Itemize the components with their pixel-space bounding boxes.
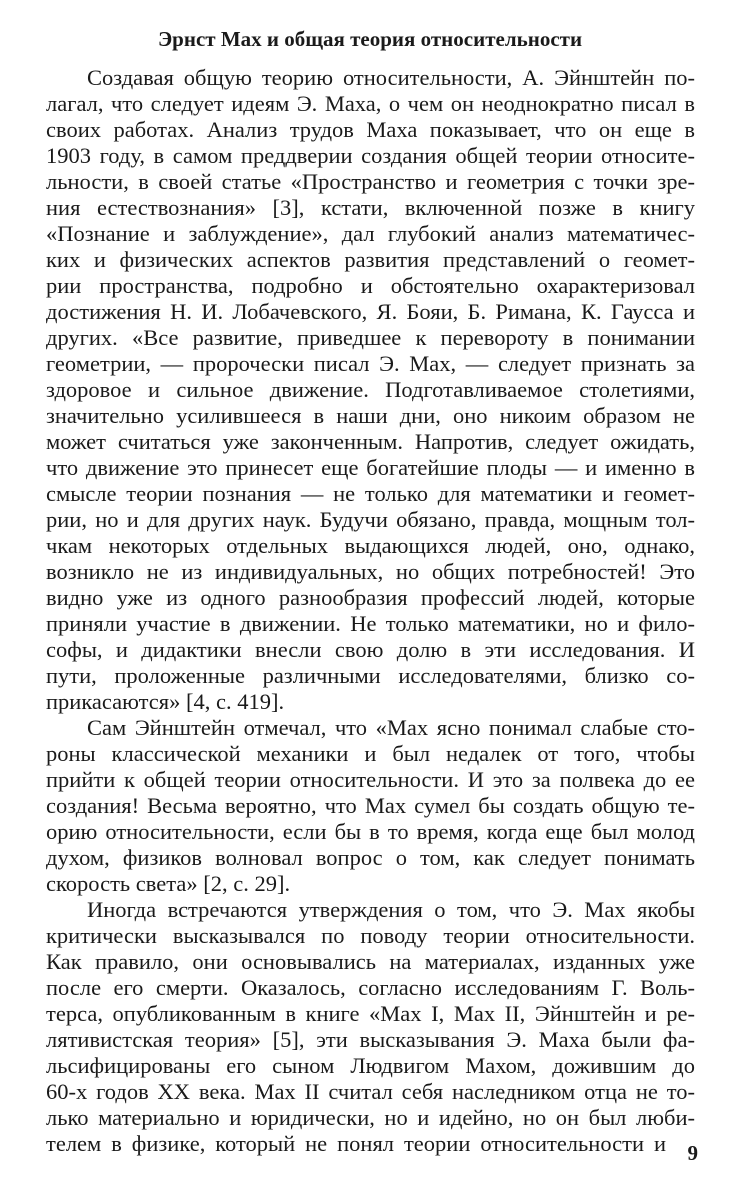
text-line: возникло не из индивидуальных, но общих потребностей! Это (46, 559, 695, 584)
text-line: Создавая общую теорию относительности, А. Эйнштейн по- (87, 65, 695, 90)
section-title: Эрнст Мах и общая теория относительности (157, 27, 583, 51)
text-line: скорость света» [2, с. 29]. (46, 871, 291, 896)
text-line: прикасаются» [4, с. 419]. (46, 689, 285, 714)
text-line: видно уже из одного разнообразия профессий людей, которые (46, 585, 695, 610)
text-line: лько материально и юридически, но и идейно, но он был люби- (46, 1105, 695, 1130)
text-line: приняли участие в движении. Не только математики, но и фило- (46, 611, 695, 636)
text-line: телем в физике, который не понял теории относительности и (46, 1131, 666, 1156)
text-line: 1903 году, в самом преддверии создания общей теории относите- (46, 143, 695, 168)
text-line: значительно усилившееся в наши дни, оно никоим образом не (46, 403, 695, 428)
text-line: «Познание и заблуждение», дал глубокий анализ математичес- (46, 221, 695, 246)
text-line: ния естествознания» [3], кстати, включенной позже в книгу (46, 195, 695, 220)
text-line: ких и физических аспектов развития представлений о геомет- (46, 247, 695, 272)
text-line: геометрии, — пророчески писал Э. Мах, — следует признать за (46, 351, 695, 376)
text-line: лагал, что следует идеям Э. Маха, о чем он неоднократно писал в (46, 91, 695, 116)
text-line: Как правило, они основывались на материалах, изданных уже (46, 949, 695, 974)
text-line: роны классической механики и был недалек от того, чтобы (46, 741, 695, 766)
text-line: чкам некоторых отдельных выдающихся людей, оно, однако, (46, 533, 695, 558)
text-line: Иногда встречаются утверждения о том, что Э. Мах якобы (87, 897, 695, 922)
text-line: льсифицированы его сыном Людвигом Махом, дожившим до (46, 1053, 695, 1078)
text-line: лятивистская теория» [5], эти высказывания Э. Маха были фа- (46, 1027, 695, 1052)
text-line: орию относительности, если бы в то время, когда еще был молод (46, 819, 695, 844)
text-line: прийти к общей теории относительности. И это за полвека до ее (46, 767, 695, 792)
text-line: софы, и дидактики внесли свою долю в эти исследования. И (46, 637, 695, 662)
text-line: других. «Все развитие, приведшее к перевороту в понимании (46, 325, 695, 350)
text-line: может считаться уже законченным. Напротив, следует ожидать, (46, 429, 695, 454)
text-line: своих работах. Анализ трудов Маха показывает, что он еще в (46, 117, 695, 142)
text-line: духом, физиков волновал вопрос о том, как следует понимать (46, 845, 695, 870)
text-line: рии, но и для других наук. Будучи обязано, правда, мощным тол- (46, 507, 695, 532)
text-line: рии пространства, подробно и обстоятельно охарактеризовал (46, 273, 695, 298)
text-line: смысле теории познания — не только для математики и геомет- (46, 481, 695, 506)
text-line: льности, в своей статье «Пространство и геометрия с точки зре- (46, 169, 695, 194)
text-line: Сам Эйнштейн отмечал, что «Мах ясно понимал слабые сто- (87, 715, 695, 740)
text-line: терса, опубликованным в книге «Мах I, Мах II, Эйнштейн и ре- (46, 1001, 695, 1026)
text-line: 60-х годов XX века. Мах II считал себя наследником отца не то- (46, 1079, 695, 1104)
text-line: достижения Н. И. Лобачевского, Я. Бояи, Б. Римана, К. Гаусса и (46, 299, 695, 324)
text-line: здоровое и сильное движение. Подготавливаемое столетиями, (46, 377, 695, 402)
text-line: создания! Весьма вероятно, что Мах сумел бы создать общую те- (46, 793, 695, 818)
text-line: пути, проложенные различными исследователями, близко со- (46, 663, 695, 688)
text-line: после его смерти. Оказалось, согласно исследованиям Г. Воль- (46, 975, 695, 1000)
text-line: что движение это принесет еще богатейшие плоды — и именно в (46, 455, 695, 480)
text-line: критически высказывался по поводу теории относительности. (46, 923, 695, 948)
page-number: 9 (687, 1141, 698, 1165)
